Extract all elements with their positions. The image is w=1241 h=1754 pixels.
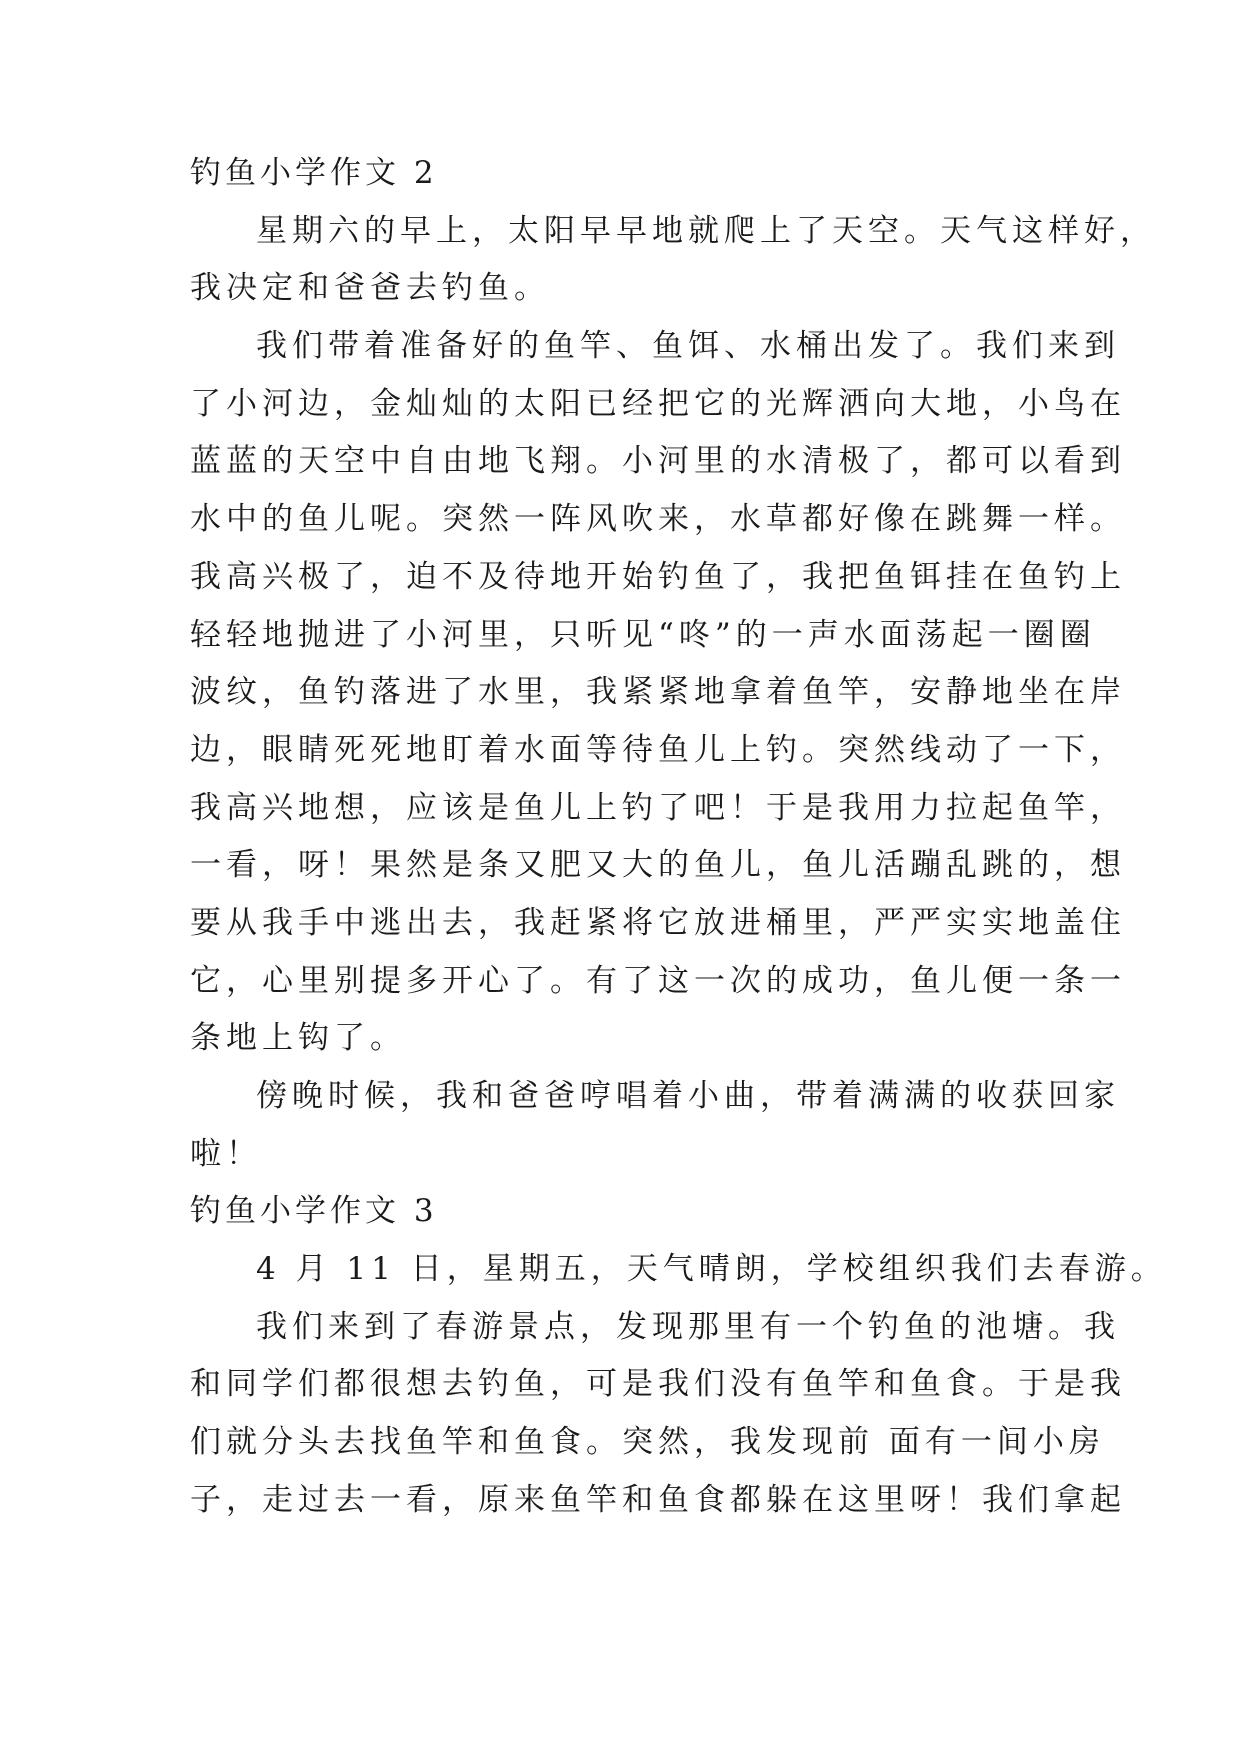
text-line: 它，心里别提多开心了。有了这一次的成功，鱼儿便一条一 — [190, 962, 1126, 999]
text-line: 我们带着准备好的鱼竿、鱼饵、水桶出发了。我们来到 — [256, 328, 1120, 365]
text-line: 了小河边，金灿灿的太阳已经把它的光辉洒向大地，小鸟在 — [190, 385, 1126, 422]
text-line: 水中的鱼儿呢。突然一阵风吹来，水草都好像在跳舞一样。 — [190, 501, 1126, 538]
text-line: 一看，呀！果然是条又肥又大的鱼儿，鱼儿活蹦乱跳的，想 — [190, 847, 1126, 884]
text-line: 边，眼睛死死地盯着水面等待鱼儿上钓。突然线动了一下， — [190, 731, 1126, 768]
text-line: 蓝蓝的天空中自由地飞翔。小河里的水清极了，都可以看到 — [190, 443, 1126, 480]
section-title: 钓鱼小学作文 2 — [190, 155, 438, 191]
section-title: 钓鱼小学作文 3 — [190, 1193, 438, 1230]
text-line: 我决定和爸爸去钓鱼。 — [190, 270, 550, 307]
text-line: 我高兴地想，应该是鱼儿上钓了吧！于是我用力拉起鱼竿， — [190, 789, 1126, 826]
document-page — [190, 145, 1167, 1530]
text-line: 我们来到了春游景点，发现那里有一个钓鱼的池塘。我 — [256, 1308, 1120, 1345]
text-line: 和同学们都很想去钓鱼，可是我们没有鱼竿和鱼食。于是我 — [190, 1366, 1126, 1403]
text-line: 4 月 11 日，星期五，天气晴朗，学校组织我们去春游。 — [256, 1251, 1167, 1288]
text-line: 轻轻地抛进了小河里，只听见“咚”的一声水面荡起一圈圈 — [190, 616, 1096, 653]
text-line: 星期六的早上，太阳早早地就爬上了天空。天气这样好， — [256, 212, 1156, 249]
text-line: 啦！ — [190, 1135, 262, 1172]
text-line: 波纹，鱼钓落进了水里，我紧紧地拿着鱼竿，安静地坐在岸 — [190, 674, 1126, 711]
text-line: 要从我手中逃出去，我赶紧将它放进桶里，严严实实地盖住 — [190, 904, 1126, 941]
text-line: 子，走过去一看，原来鱼竿和鱼食都躲在这里呀！我们拿起 — [190, 1481, 1126, 1518]
text-line: 傍晚时候，我和爸爸哼唱着小曲，带着满满的收获回家 — [256, 1078, 1120, 1114]
text-line: 我高兴极了，迫不及待地开始钓鱼了，我把鱼铒挂在鱼钓上 — [190, 558, 1126, 595]
text-line: 条地上钩了。 — [190, 1020, 406, 1057]
text-line: 们就分头去找鱼竿和鱼食。突然，我发现前 面有一间小房 — [190, 1424, 1105, 1461]
